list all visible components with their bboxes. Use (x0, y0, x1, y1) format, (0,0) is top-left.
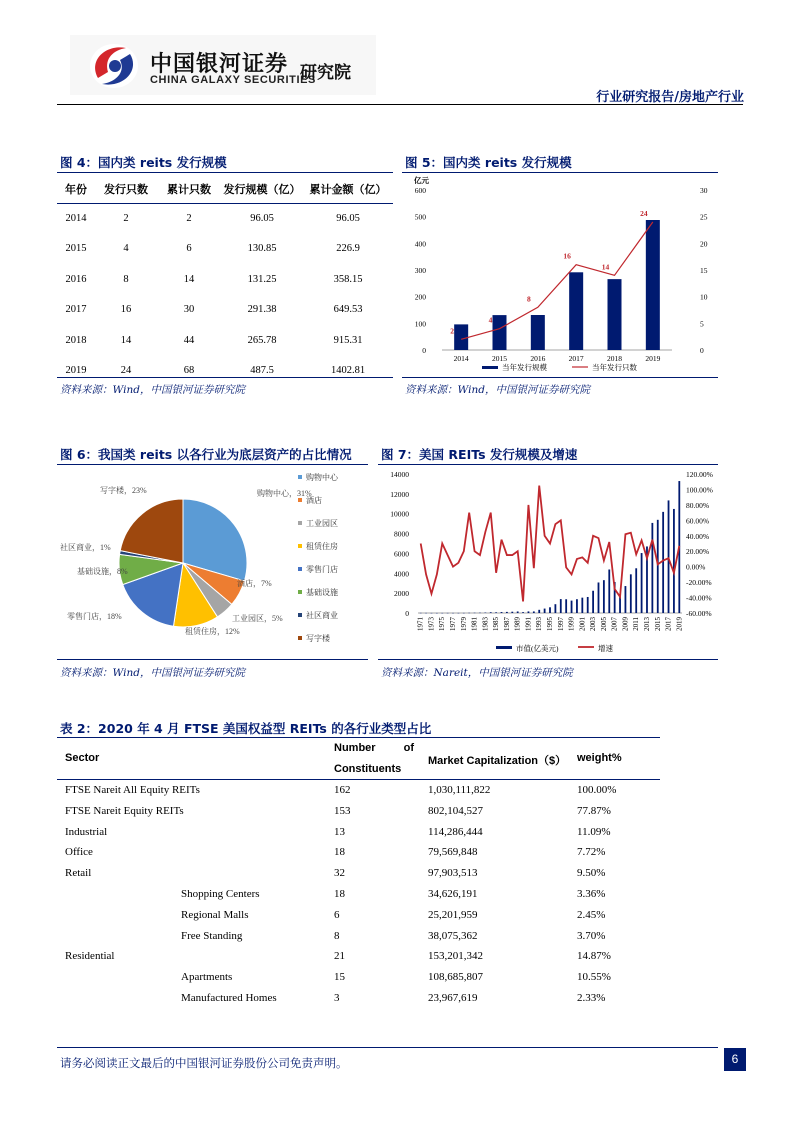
bar (592, 591, 594, 613)
x-tick-label: 1979 (459, 617, 468, 631)
table-row (57, 947, 660, 968)
x-tick-label: 2015 (492, 354, 507, 363)
x-tick-label: 1977 (449, 617, 458, 631)
company-name-en: CHINA GALAXY SECURITIES (150, 74, 316, 86)
x-tick-label: 1971 (416, 617, 425, 631)
legend-swatch (298, 544, 302, 548)
footer-rule (57, 1047, 718, 1048)
institute-label: 研究院 (300, 63, 351, 83)
legend-swatch-bar (482, 366, 498, 369)
fig4-header-cumulative: 累计只数 (167, 182, 211, 196)
fig4-header-scale: 发行规模（亿） (223, 182, 301, 196)
bar (673, 509, 675, 613)
bar (608, 279, 622, 350)
x-tick-label: 1999 (567, 617, 576, 631)
bar (641, 553, 643, 613)
x-tick-label: 2013 (642, 617, 651, 631)
table2-cell-cap: 34,626,191 (428, 888, 478, 900)
legend-label: 租赁住房 (306, 542, 338, 551)
table2-cell-sector: Regional Malls (181, 908, 249, 921)
table2-cell-number: 32 (334, 867, 345, 880)
bar (560, 599, 562, 613)
bar (538, 610, 540, 613)
fig4-header-issued: 发行只数 (104, 182, 148, 196)
y2-tick-label: -20.00% (686, 578, 712, 588)
fig4-header-year: 年份 (65, 182, 87, 196)
y2-tick-label: 40.00% (686, 531, 710, 541)
data-label: 16 (563, 251, 571, 261)
table-cell: 131.25 (247, 273, 277, 285)
table2-cell-sector: Office (65, 846, 93, 859)
table-row (57, 864, 660, 885)
pie-data-label: 酒店，7% (237, 579, 272, 588)
table2-cell-sector: Apartments (181, 971, 233, 984)
x-tick-label: 1993 (535, 617, 544, 631)
y2-tick-label: 120.00% (686, 470, 713, 479)
table2-cell-number: 21 (334, 950, 345, 963)
table-row (57, 906, 660, 927)
bar (533, 611, 535, 613)
x-tick-label: 1989 (513, 617, 522, 631)
table2-cell-cap: 114,286,444 (428, 825, 483, 838)
table-cell: 2018 (65, 334, 87, 346)
table2-cell-sector: FTSE Nareit Equity REITs (65, 804, 184, 817)
table2-cell-sector: Free Standing (181, 929, 243, 942)
y-tick-label: 10000 (390, 509, 409, 519)
table2-cell-number: 18 (334, 888, 345, 900)
y-tick-label: 8000 (394, 529, 409, 539)
x-tick-label: 2009 (621, 617, 630, 631)
table-cell: 2 (123, 212, 129, 224)
y-tick-label: 300 (414, 266, 426, 275)
x-tick-label: 2018 (607, 354, 622, 363)
legend-label: 写字楼 (306, 634, 330, 643)
table-cell: 358.15 (333, 273, 363, 285)
y-tick-label: 400 (414, 239, 426, 249)
fig5-bottom-rule (402, 377, 718, 378)
fig7-title: 图 7：美国 REITs 发行规模及增速 (381, 447, 578, 462)
x-tick-label: 2011 (632, 617, 641, 631)
fig5-chart (402, 174, 718, 378)
table2-header-marketcap: Market Capitalization（$） (428, 755, 567, 767)
table-row (57, 325, 393, 356)
pie-data-label: 工业园区，5% (232, 614, 283, 623)
legend-label: 基础设施 (306, 588, 338, 597)
y-tick-label: 600 (414, 186, 426, 195)
table-row (57, 781, 660, 802)
fig5-source: 资料来源：Wind，中国银河证券研究院 (405, 384, 590, 396)
table2-cell-sector: Residential (65, 950, 115, 963)
pie-data-label: 租赁住房，12% (185, 627, 240, 636)
x-tick-label: 1973 (427, 617, 436, 631)
table-cell: 2016 (65, 273, 87, 285)
table-row (57, 927, 660, 948)
y2-tick-label: 5 (700, 319, 704, 329)
x-tick-label: 2017 (664, 617, 673, 631)
legend-swatch (298, 521, 302, 525)
table2-cell-sector: Manufactured Homes (181, 992, 277, 1004)
legend-swatch (298, 590, 302, 594)
table-cell: 130.85 (247, 243, 277, 255)
table-cell: 4 (123, 243, 129, 255)
table2-cell-number: 8 (334, 929, 340, 942)
table-cell: 2014 (65, 212, 87, 224)
bar (495, 612, 497, 613)
table2-cell-weight: 2.45% (577, 908, 606, 921)
x-tick-label: 2019 (645, 354, 661, 363)
bar (569, 272, 583, 350)
table2-cell-weight: 9.50% (577, 867, 606, 880)
bar (603, 580, 605, 613)
table2-cell-cap: 1,030,111,822 (428, 784, 491, 796)
pie-data-label: 社区商业，1% (60, 543, 111, 552)
bar (651, 523, 653, 613)
bar (506, 612, 508, 613)
x-tick-label: 1997 (556, 617, 565, 631)
x-tick-label: 1995 (546, 617, 554, 631)
bar (581, 598, 583, 613)
pie-data-label: 购物中心，31% (257, 489, 312, 498)
fig7-top-rule (378, 464, 718, 465)
x-tick-label: 2005 (599, 617, 608, 631)
bar (454, 324, 468, 350)
bar (635, 568, 637, 613)
fig6-top-rule (57, 464, 368, 465)
table2-cell-weight: 10.55% (577, 971, 611, 984)
table-cell: 96.05 (336, 212, 360, 224)
fig6-title: 图 6：我国类 reits 以各行业为底层资产的占比情况 (60, 447, 352, 462)
bar (490, 612, 492, 613)
table2-cell-cap: 79,569,848 (428, 846, 478, 859)
y-tick-label: 6000 (394, 549, 409, 559)
table2-header-sector: Sector (65, 752, 100, 764)
legend-label: 零售门店 (306, 565, 338, 574)
table-row (57, 234, 393, 265)
report-type: 行业研究报告/房地产行业 (596, 90, 744, 105)
table-cell: 68 (183, 365, 195, 377)
table2-top-rule (57, 737, 660, 738)
table-cell: 915.31 (333, 334, 363, 346)
table2-cell-cap: 108,685,807 (428, 971, 483, 984)
bar (668, 500, 670, 613)
table2-cell-weight: 14.87% (577, 950, 611, 963)
x-tick-label: 2007 (610, 617, 619, 631)
pie-data-label: 基础设施，8% (77, 567, 128, 576)
y-tick-label: 4000 (394, 569, 409, 579)
y2-tick-label: 20.00% (686, 547, 710, 557)
bar (608, 570, 610, 613)
x-tick-label: 2016 (530, 354, 546, 363)
y2-tick-label: 60.00% (686, 516, 710, 526)
table2-cell-weight: 2.33% (577, 992, 606, 1004)
x-tick-label: 2014 (453, 354, 469, 363)
table-row (57, 843, 660, 864)
x-tick-label: 1975 (438, 617, 447, 631)
table2-title: 表 2：2020 年 4 月 FTSE 美国权益型 REITs 的各行业类型占比 (60, 721, 432, 736)
bar (517, 611, 519, 613)
y2-tick-label: 80.00% (686, 500, 710, 510)
y2-tick-label: 0.00% (686, 562, 706, 572)
table-cell: 1402.81 (330, 365, 366, 377)
legend-label-line: 增速 (598, 644, 613, 653)
table2-cell-number: 13 (334, 825, 345, 838)
y-tick-label: 100 (414, 319, 426, 329)
y2-tick-label: 100.00% (686, 485, 713, 495)
pie-data-label: 写字楼，23% (100, 486, 147, 495)
table-cell: 44 (183, 334, 195, 346)
table-row (57, 264, 393, 295)
bar (571, 601, 573, 613)
header-rule (57, 104, 743, 105)
table-cell: 291.38 (247, 304, 277, 316)
table-cell: 96.05 (250, 212, 274, 224)
bar (587, 597, 589, 613)
legend-label: 购物中心 (306, 473, 338, 482)
bar (554, 604, 556, 613)
page-number: 6 (724, 1048, 746, 1071)
y-tick-label: 14000 (390, 470, 409, 479)
x-tick-label: 2015 (653, 617, 662, 631)
x-tick-label: 2001 (578, 617, 587, 631)
table2-cell-cap: 38,075,362 (428, 929, 478, 942)
legend-swatch (298, 498, 302, 502)
table-cell: 8 (123, 273, 129, 285)
bar (511, 612, 513, 613)
data-label: 8 (526, 294, 531, 304)
y2-tick-label: 0 (700, 346, 704, 355)
fig7-source: 资料来源：Nareit，中国银河证券研究院 (381, 667, 573, 679)
legend-swatch (298, 613, 302, 617)
table2-cell-weight: 3.36% (577, 888, 606, 900)
table2-header-weight: weight% (577, 752, 622, 764)
y-tick-label: 200 (414, 292, 426, 302)
x-tick-label: 1991 (524, 617, 533, 631)
table2-cell-cap: 153,201,342 (428, 950, 483, 963)
y2-tick-label: 20 (700, 239, 708, 249)
y-tick-label: 0 (405, 609, 409, 618)
table-cell: 265.78 (247, 334, 277, 346)
table-cell: 2 (186, 212, 192, 224)
table2-cell-weight: 7.72% (577, 846, 606, 859)
table2-cell-weight: 77.87% (577, 804, 611, 817)
table-row (57, 295, 393, 326)
galaxy-logo-icon (86, 40, 142, 92)
x-tick-label: 2017 (568, 354, 584, 363)
legend-label: 酒店 (306, 496, 322, 505)
fig4-source: 资料来源：Wind，中国银河证券研究院 (60, 384, 245, 396)
bar (544, 609, 546, 613)
table-cell: 24 (120, 365, 132, 377)
y-tick-label: 12000 (390, 489, 409, 499)
x-tick-label: 1983 (481, 617, 490, 631)
y2-tick-label: -60.00% (686, 609, 712, 618)
bar (565, 599, 567, 613)
fig4-header-cum-amount: 累计金额（亿） (309, 182, 387, 196)
fig4-header-rule (57, 203, 393, 204)
table-cell: 2017 (65, 304, 87, 316)
table-cell: 6 (186, 243, 192, 255)
legend-label: 社区商业 (306, 611, 338, 620)
table2-cell-cap: 25,201,959 (428, 908, 478, 921)
table-row (57, 802, 660, 823)
fig4-bottom-rule (57, 377, 393, 378)
table-cell: 2019 (65, 365, 87, 377)
x-tick-label: 2003 (589, 617, 598, 631)
table2-cell-weight: 100.00% (577, 784, 617, 796)
legend-swatch (298, 567, 302, 571)
legend-swatch-bar (496, 646, 512, 649)
table2-cell-cap: 802,104,527 (428, 804, 483, 817)
data-label: 24 (640, 209, 648, 218)
y2-tick-label: 30 (700, 186, 708, 195)
table2-cell-sector: Shopping Centers (181, 888, 260, 900)
table-cell: 16 (120, 304, 132, 316)
fig6-chart (57, 466, 368, 658)
fig7-chart (378, 466, 718, 658)
data-label: 2 (450, 326, 455, 336)
fig6-source: 资料来源：Wind，中国银河证券研究院 (60, 667, 245, 679)
y-axis-unit: 亿元 (414, 176, 429, 185)
y2-tick-label: 15 (700, 266, 708, 275)
legend-label-bar: 市值(亿美元) (516, 644, 559, 653)
table-cell: 487.5 (250, 365, 274, 377)
table-cell: 226.9 (336, 243, 360, 255)
fig5-title: 图 5：国内类 reits 发行规模 (405, 155, 572, 170)
fig5-top-rule (402, 172, 718, 173)
legend-label-bar: 当年发行规模 (502, 363, 547, 372)
bar (528, 611, 530, 613)
data-label: 14 (601, 262, 610, 272)
table2-cell-cap: 23,967,619 (428, 992, 478, 1004)
fig6-bottom-rule (57, 659, 368, 660)
bar (625, 586, 627, 613)
legend-swatch (298, 636, 302, 640)
x-tick-label: 1981 (470, 617, 479, 631)
bar (493, 315, 507, 350)
table-cell: 14 (120, 334, 132, 346)
table2-header-constituents: Constituents (334, 763, 402, 775)
table-row (57, 989, 660, 1010)
table-cell: 649.53 (333, 304, 363, 316)
fig4-table (57, 174, 393, 386)
table2-cell-number: 18 (334, 846, 345, 859)
table-cell: 2015 (65, 243, 87, 255)
table2-header-number: Number of (334, 742, 414, 754)
company-name-cn: 中国银河证券 (150, 52, 289, 77)
table2-cell-number: 6 (334, 908, 340, 921)
y2-tick-label: 10 (700, 292, 708, 302)
legend-label-line: 当年发行只数 (592, 363, 637, 372)
bar (549, 607, 551, 613)
table2-cell-number: 153 (334, 804, 351, 817)
table2-cell-number: 162 (334, 784, 351, 796)
y-tick-label: 500 (414, 212, 426, 222)
fig4-title: 图 4：国内类 reits 发行规模 (60, 155, 227, 170)
pie-data-label: 零售门店，18% (67, 612, 122, 621)
table2-cell-sector: FTSE Nareit All Equity REITs (65, 784, 200, 796)
table-row (57, 885, 660, 906)
fig7-bottom-rule (378, 659, 718, 660)
table2-cell-weight: 11.09% (577, 825, 611, 838)
y2-tick-label: -40.00% (686, 593, 712, 603)
table-row (57, 968, 660, 989)
bar (522, 612, 524, 613)
bar (657, 520, 659, 613)
table2-header-rule (57, 779, 660, 780)
table-cell: 14 (183, 273, 195, 285)
line-series-growth (421, 486, 680, 602)
y-tick-label: 0 (422, 346, 426, 355)
fig4-top-rule (57, 172, 393, 173)
table-cell: 30 (183, 304, 195, 316)
legend-label: 工业园区 (306, 519, 338, 528)
table2-cell-number: 15 (334, 971, 345, 984)
bar (598, 582, 600, 613)
fig4-header-row (57, 174, 393, 203)
x-tick-label: 1987 (502, 617, 511, 631)
x-tick-label: 2019 (675, 617, 684, 631)
table2-cell-number: 3 (334, 992, 340, 1004)
x-tick-label: 1985 (492, 617, 501, 631)
table2-cell-sector: Retail (65, 867, 92, 880)
bar (576, 599, 578, 613)
table-row (57, 203, 393, 234)
table-row (57, 823, 660, 844)
y-tick-label: 2000 (394, 589, 409, 599)
table2-cell-weight: 3.70% (577, 929, 606, 942)
bar (501, 612, 503, 613)
data-label: 4 (488, 315, 493, 325)
bar (646, 220, 660, 350)
table2-cell-cap: 97,903,513 (428, 867, 478, 880)
footer-disclaimer: 请务必阅读正文最后的中国银河证券股份公司免责声明。 (60, 1056, 348, 1070)
table2-cell-sector: Industrial (65, 825, 108, 838)
bar (531, 315, 545, 350)
y2-tick-label: 25 (700, 212, 708, 222)
legend-swatch (298, 475, 302, 479)
bar (630, 574, 632, 613)
bar (662, 512, 664, 613)
